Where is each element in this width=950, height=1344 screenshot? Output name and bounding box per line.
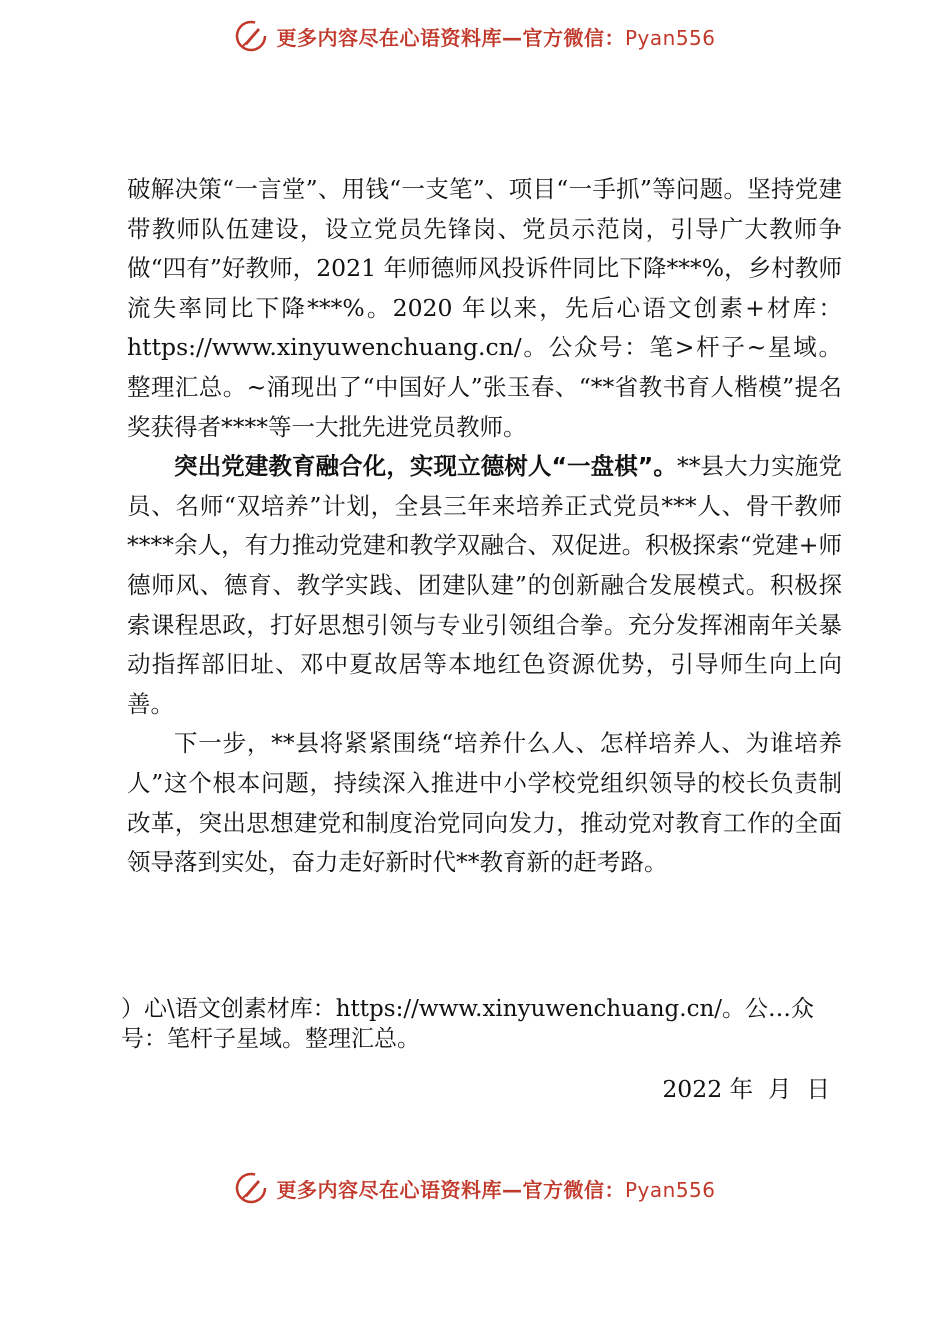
footer-banner-account: Pyan556	[624, 1177, 716, 1202]
paragraph-2	[127, 447, 842, 724]
date-line: 2022 年 月 日	[662, 1075, 830, 1103]
footer-banner-label: 更多内容尽在心语资料库—官方微信：	[276, 1177, 625, 1202]
paragraph-2-text: **县大力实施党员、名师“双培养”计划，全县三年来培养正式党员***人、骨干教师****余人，有力推动党建和教学双融合、双促进。积极探索“党建+师德师风、德育、教学实践、团建队建”的创新融合发展模式。积极探索课程思政，打好思想引领与专业引领组合拳。充分发挥湘南年关暴动指挥部旧址、邓中夏故居等本地红色资源优势，引导师生向上向善。	[127, 452, 843, 718]
paragraph-2-lead: 突出党建教育融合化，实现立德树人“一盘棋”。	[174, 452, 677, 481]
quill-pen-circle-logo-icon	[234, 1171, 268, 1205]
footer-banner	[0, 1166, 950, 1210]
document-body	[127, 170, 842, 883]
paragraph-1	[127, 170, 842, 447]
footer-banner-text	[276, 1174, 715, 1203]
paragraph-3	[127, 724, 842, 882]
paragraph-3-text: 下一步，**县将紧紧围绕“培养什么人、怎样培养人、为谁培养人”这个根本问题，持续深入推进中小学校党组织领导的校长负责制改革，突出思想建党和制度治党同向发力，推动党对教育工作的全面领导落到实处，奋力走好新时代**教育新的赶考路。	[127, 729, 842, 877]
quill-pen-circle-logo-icon	[234, 19, 268, 53]
header-banner-text	[276, 22, 715, 51]
header-banner	[0, 14, 950, 58]
footer-note: ）心\语文创素材库：https://www.xinyuwenchuang.cn/。公…众号：笔杆子星域。整理汇总。	[121, 996, 815, 1052]
paragraph-1-text: 破解决策“一言堂”、用钱“一支笔”、项目“一手抓”等问题。坚持党建带教师队伍建设，设立党员先锋岗、党员示范岗，引导广大教师争做“四有”好教师，2021 年师德师风投诉件同比下降***%，乡村教师流失率同比下降***%。2020 年以来，先后心语文创素+材库：https://www.xinyuwenchuang.cn/。公众号：笔>杆子~星域。整理汇总。~涌现出了“中国好人”张玉春、“**省教书育人楷模”提名奖获得者****等一大批先进党员教师。	[127, 175, 842, 441]
header-banner-account: Pyan556	[624, 25, 716, 50]
header-banner-label: 更多内容尽在心语资料库—官方微信：	[276, 25, 625, 50]
